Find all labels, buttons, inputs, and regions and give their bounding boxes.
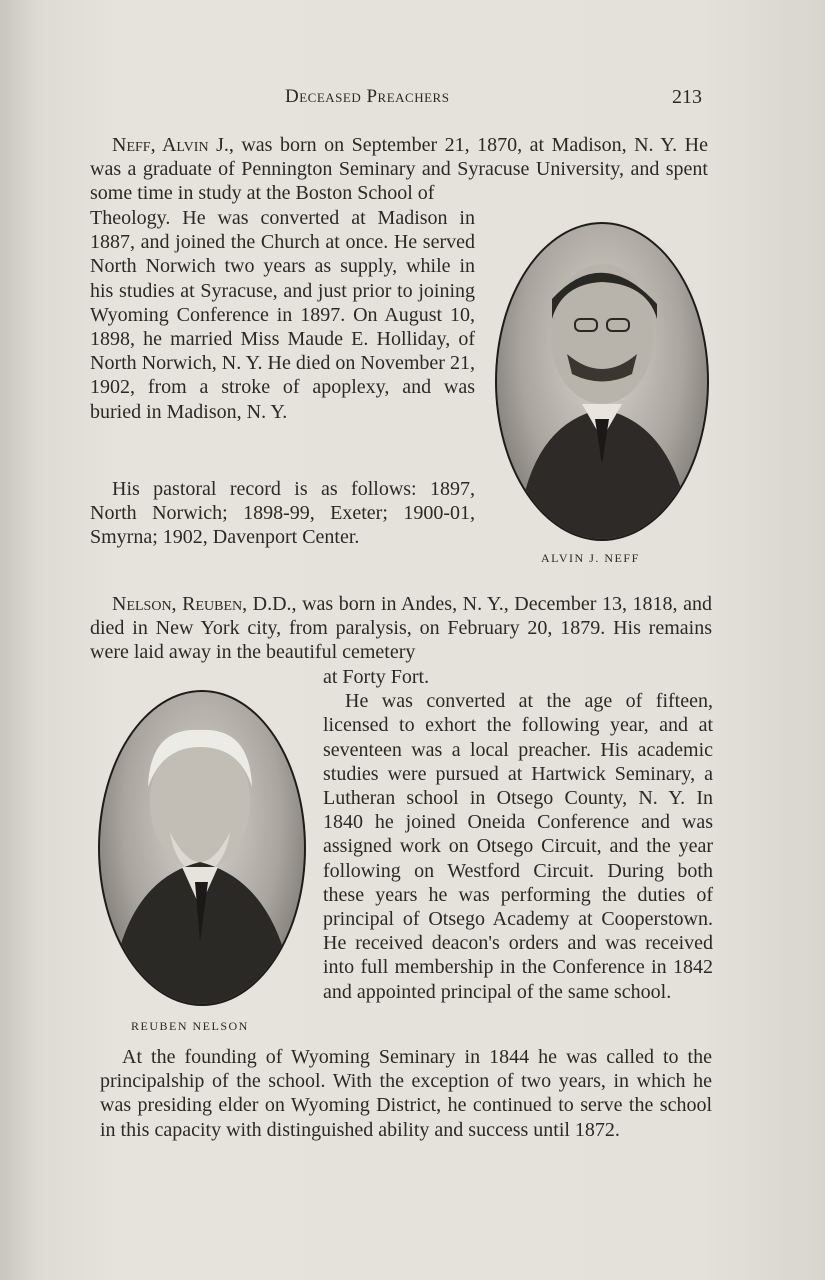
neff-intro-text: J., was born on September 21, 1870, at Madison, N. Y. He was a graduate of Pennington Seminary and Syracuse University, and spent some time in study at the Boston School of: [90, 134, 708, 205]
nelson-seminary-paragraph: At the founding of Wyoming Seminary in 1844 he was called to the principalship of the school. With the exception of two years, in which he was presiding elder on Wyoming District, he continued to serve the school in this capacity with distinguished ability and success until 1872.: [100, 1046, 712, 1141]
page-number: 213: [672, 86, 702, 108]
reuben-nelson-portrait: [98, 690, 306, 1006]
neff-surname: Neff, Alvin: [112, 134, 209, 156]
nelson-intro-text: , D.D., was born in Andes, N. Y., December 13, 1818, and died in New York city, from paralysis, on February 20, 1879. His remains were laid away in the beautiful cemetery: [90, 593, 712, 664]
neff-pastoral-record: His pastoral record is as follows: 1897, North Norwich; 1898-99, Exeter; 1900-01, Smyrna; 1902, Davenport Center.: [90, 478, 475, 549]
page-header: [0, 84, 825, 114]
reuben-nelson-caption: REUBEN NELSON: [131, 1019, 249, 1033]
neff-intro-paragraph: [90, 133, 708, 206]
alvin-neff-portrait: [495, 222, 709, 541]
nelson-intro-paragraph: [90, 592, 712, 665]
nelson-body-text: He was converted at the age of fifteen, licensed to exhort the following year, and at seventeen was a local preacher. His academic studies were pursued at Hartwick Seminary, a Lutheran school in Otsego County, N. Y. In 1840 he joined Oneida Conference and was assigned work on Otsego Circuit, and the year following on Westford Circuit. During both these years he was performing the duties of principal of Otsego Academy at Cooperstown. He received deacon's orders and was received into full membership in the Conference in 1842 and appointed principal of the same school.: [323, 690, 713, 1003]
nelson-surname: Nelson, Reuben: [112, 593, 243, 615]
nelson-body-paragraph: [323, 665, 713, 1004]
nelson-body-line-1: at Forty Fort.: [323, 666, 430, 688]
running-title: Deceased Preachers: [285, 86, 450, 107]
alvin-neff-caption: ALVIN J. NEFF: [541, 551, 640, 565]
neff-body-paragraph: Theology. He was converted at Madison in 1887, and joined the Church at once. He served North Norwich two years as supply, while in his studies at Syracuse, and just prior to joining Wyoming Conference in 1897. On August 10, 1898, he married Miss Maude E. Holliday, of North Norwich, N. Y. He died on November 21, 1902, from a stroke of apoplexy, and was buried in Madison, N. Y.: [90, 207, 475, 423]
